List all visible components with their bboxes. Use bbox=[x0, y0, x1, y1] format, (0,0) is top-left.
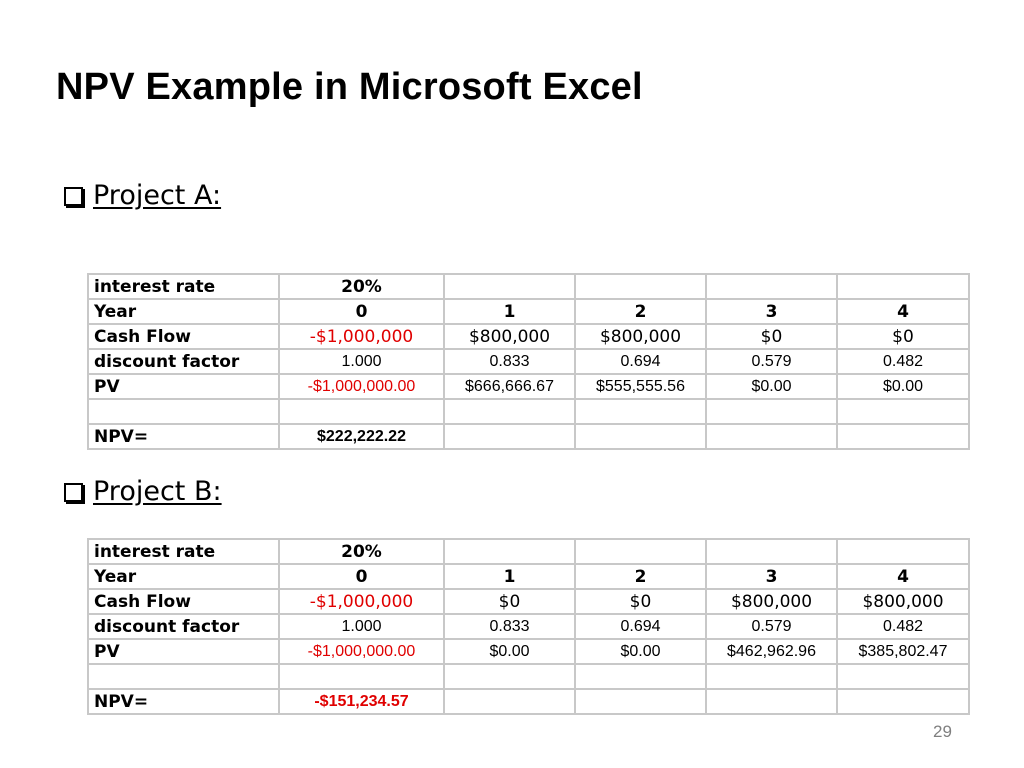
discount-factor-cell: 0.694 bbox=[575, 349, 706, 374]
empty-cell bbox=[575, 689, 706, 714]
empty-cell bbox=[444, 424, 575, 449]
empty-cell bbox=[706, 399, 837, 424]
cash-flow-cell: $0 bbox=[837, 324, 969, 349]
cash-flow-cell: $800,000 bbox=[444, 324, 575, 349]
cash-flow-cell: -$1,000,000 bbox=[279, 589, 444, 614]
pv-label: PV bbox=[88, 374, 279, 399]
empty-cell bbox=[575, 274, 706, 299]
cash-flow-row bbox=[88, 589, 969, 614]
year-row bbox=[88, 299, 969, 324]
npv-value: -$151,234.57 bbox=[279, 689, 444, 714]
discount-factor-cell: 1.000 bbox=[279, 349, 444, 374]
discount-factor-cell: 1.000 bbox=[279, 614, 444, 639]
npv-label: NPV= bbox=[88, 689, 279, 714]
empty-cell bbox=[88, 664, 279, 689]
empty-cell bbox=[575, 664, 706, 689]
blank-row bbox=[88, 664, 969, 689]
pv-row bbox=[88, 639, 969, 664]
year-cell: 1 bbox=[444, 299, 575, 324]
project-b-heading bbox=[64, 476, 222, 507]
year-cell: 0 bbox=[279, 564, 444, 589]
empty-cell bbox=[837, 399, 969, 424]
discount-factor-label: discount factor bbox=[88, 614, 279, 639]
empty-cell bbox=[837, 274, 969, 299]
project-a-table bbox=[87, 273, 970, 450]
pv-cell: -$1,000,000.00 bbox=[279, 374, 444, 399]
interest-rate-label: interest rate bbox=[88, 274, 279, 299]
interest-rate-row bbox=[88, 274, 969, 299]
discount-factor-cell: 0.482 bbox=[837, 614, 969, 639]
year-label: Year bbox=[88, 299, 279, 324]
interest-rate-row bbox=[88, 539, 969, 564]
year-cell: 2 bbox=[575, 564, 706, 589]
empty-cell bbox=[444, 689, 575, 714]
interest-rate-label: interest rate bbox=[88, 539, 279, 564]
year-cell: 0 bbox=[279, 299, 444, 324]
empty-cell bbox=[444, 274, 575, 299]
empty-cell bbox=[706, 274, 837, 299]
pv-label: PV bbox=[88, 639, 279, 664]
discount-factor-cell: 0.833 bbox=[444, 349, 575, 374]
checkbox-bullet-icon bbox=[64, 483, 83, 502]
pv-cell: $0.00 bbox=[444, 639, 575, 664]
empty-cell bbox=[444, 539, 575, 564]
pv-cell: $462,962.96 bbox=[706, 639, 837, 664]
cash-flow-label: Cash Flow bbox=[88, 589, 279, 614]
empty-cell bbox=[279, 399, 444, 424]
cash-flow-row bbox=[88, 324, 969, 349]
discount-factor-cell: 0.482 bbox=[837, 349, 969, 374]
empty-cell bbox=[444, 399, 575, 424]
year-cell: 4 bbox=[837, 564, 969, 589]
empty-cell bbox=[837, 689, 969, 714]
discount-factor-cell: 0.694 bbox=[575, 614, 706, 639]
npv-label: NPV= bbox=[88, 424, 279, 449]
empty-cell bbox=[706, 664, 837, 689]
year-cell: 4 bbox=[837, 299, 969, 324]
discount-factor-label: discount factor bbox=[88, 349, 279, 374]
page-number: 29 bbox=[933, 722, 952, 741]
pv-cell: $0.00 bbox=[706, 374, 837, 399]
year-row bbox=[88, 564, 969, 589]
empty-cell bbox=[837, 664, 969, 689]
pv-cell: $385,802.47 bbox=[837, 639, 969, 664]
blank-row bbox=[88, 399, 969, 424]
discount-factor-cell: 0.579 bbox=[706, 349, 837, 374]
discount-factor-row bbox=[88, 349, 969, 374]
empty-cell bbox=[706, 424, 837, 449]
empty-cell bbox=[575, 399, 706, 424]
pv-cell: -$1,000,000.00 bbox=[279, 639, 444, 664]
discount-factor-row bbox=[88, 614, 969, 639]
empty-cell bbox=[88, 399, 279, 424]
npv-value: $222,222.22 bbox=[279, 424, 444, 449]
empty-cell bbox=[575, 539, 706, 564]
year-label: Year bbox=[88, 564, 279, 589]
discount-factor-cell: 0.579 bbox=[706, 614, 837, 639]
pv-cell: $0.00 bbox=[575, 639, 706, 664]
empty-cell bbox=[706, 689, 837, 714]
project-a-heading bbox=[64, 180, 221, 211]
cash-flow-cell: $0 bbox=[706, 324, 837, 349]
interest-rate-value: 20% bbox=[279, 274, 444, 299]
pv-row bbox=[88, 374, 969, 399]
slide-title: NPV Example in Microsoft Excel bbox=[56, 66, 643, 108]
cash-flow-cell: $0 bbox=[575, 589, 706, 614]
empty-cell bbox=[575, 424, 706, 449]
checkbox-bullet-icon bbox=[64, 187, 83, 206]
project-b-table bbox=[87, 538, 970, 715]
empty-cell bbox=[837, 539, 969, 564]
year-cell: 2 bbox=[575, 299, 706, 324]
npv-row bbox=[88, 689, 969, 714]
pv-cell: $0.00 bbox=[837, 374, 969, 399]
cash-flow-cell: $0 bbox=[444, 589, 575, 614]
cash-flow-cell: $800,000 bbox=[706, 589, 837, 614]
project-a-label: Project A: bbox=[93, 180, 222, 211]
npv-row bbox=[88, 424, 969, 449]
project-b-label: Project B: bbox=[93, 476, 222, 507]
cash-flow-cell: $800,000 bbox=[575, 324, 706, 349]
year-cell: 3 bbox=[706, 299, 837, 324]
pv-cell: $555,555.56 bbox=[575, 374, 706, 399]
empty-cell bbox=[837, 424, 969, 449]
cash-flow-label: Cash Flow bbox=[88, 324, 279, 349]
pv-cell: $666,666.67 bbox=[444, 374, 575, 399]
empty-cell bbox=[706, 539, 837, 564]
year-cell: 1 bbox=[444, 564, 575, 589]
empty-cell bbox=[444, 664, 575, 689]
cash-flow-cell: -$1,000,000 bbox=[279, 324, 444, 349]
discount-factor-cell: 0.833 bbox=[444, 614, 575, 639]
empty-cell bbox=[279, 664, 444, 689]
interest-rate-value: 20% bbox=[279, 539, 444, 564]
year-cell: 3 bbox=[706, 564, 837, 589]
cash-flow-cell: $800,000 bbox=[837, 589, 969, 614]
